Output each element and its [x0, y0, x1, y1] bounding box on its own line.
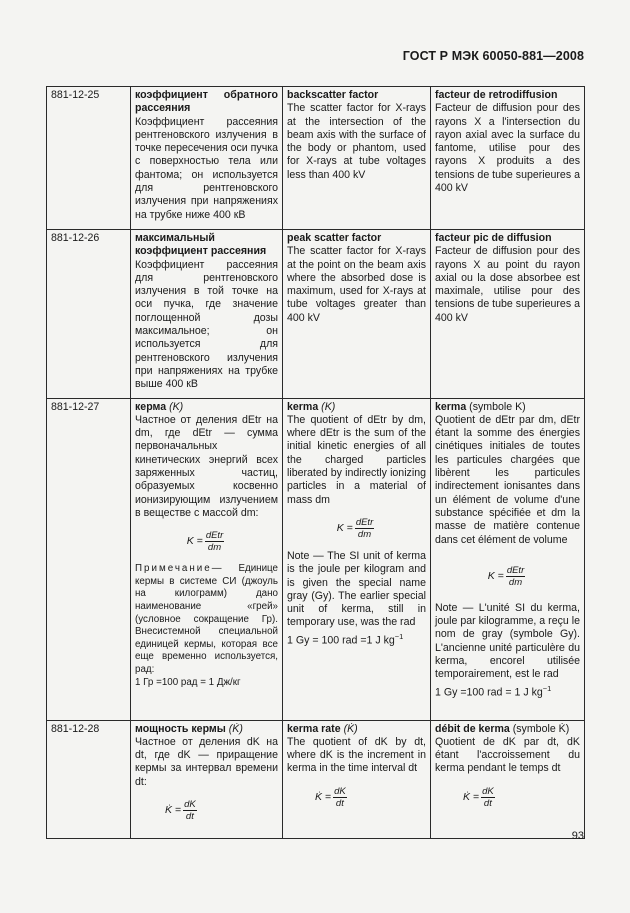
ru-term-line: [135, 723, 278, 736]
formula-fraction: [333, 786, 347, 809]
fr-term: kerma: [435, 400, 467, 413]
en-cell: [283, 230, 431, 399]
ru-term: максимальный коэффициент рассеяния: [135, 232, 267, 258]
ru-definition: Коэффициент рассеяния для рентгеновского излучения в той точке на оси пучка, где значение поглощенной дозы максимальное; он используется для рентгеновского излучения при напряжениях на трубке выше 400 кВ: [135, 258, 278, 391]
en-term: backscatter factor: [287, 89, 379, 101]
fr-note: [435, 602, 580, 700]
fr-definition: Facteur de diffusion pour des rayons X au point du rayon axial ou la dose absorbee est maximale, utilise pour des tensions de tube superieures a 400 kV: [435, 245, 580, 324]
fr-definition: Quotient de dEtr par dm, dEtr étant la somme des énergies cinétiques initiales de toutes les particules chargées que libèrent les particules indirectement ionisantes dans un élément de volume d'une substance spécifiée et dm la masse de matière contenue dans cet élément de volume: [435, 413, 580, 546]
formula-denominator: dm: [508, 576, 523, 588]
table-row: [47, 720, 585, 838]
formula-lhs: K =: [186, 535, 203, 548]
fr-definition: Quotient de dK par dt, dK étant l'accroissement du kerma pendant le temps dt: [435, 735, 580, 775]
fr-cell: [431, 87, 585, 230]
formula-denominator: dt: [335, 797, 344, 809]
formula-denominator: dm: [207, 542, 222, 554]
ru-definition: Частное от деления dEtr на dm, где dEtr — сумма первоначальных кинетических энергий всех заряженных частиц, образуемых косвенно ионизирующим излучением в веществе с массой dm:: [135, 413, 278, 519]
formula-lhs: K =: [487, 569, 504, 582]
fr-term: débit de kerma: [435, 722, 510, 735]
formula-denominator: dt: [185, 811, 194, 823]
en-note-text: Note — The SI unit of kerma is the joule per kilogram and is given the special name gray (Gy). The earlier special unit of kerma, still in temporary use, was the rad: [287, 549, 426, 629]
formula-numerator: dEtr: [205, 530, 224, 542]
formula-fraction: [355, 517, 374, 540]
formula-fraction: [205, 530, 224, 553]
ru-definition: Частное от деления dK на dt, где dK — приращение кермы за интервал времени dt:: [135, 735, 278, 788]
en-symbol: (K): [321, 400, 336, 413]
en-cell: [283, 720, 431, 838]
formula-denominator: dm: [357, 528, 372, 540]
kerma-formula-fr: [435, 565, 580, 588]
fr-cell: [431, 230, 585, 399]
formula-numerator: dK: [482, 785, 494, 797]
formula-fraction: [506, 565, 525, 588]
formula-numerator: dK: [184, 799, 196, 811]
ru-cell: [131, 230, 283, 399]
fr-definition: Facteur de diffusion pour des rayons X a l'intersection du rayon axial avec la surface du fantome, utilise pour des rayons X produits a des tensions de tube superieures a 400 kV: [435, 102, 580, 195]
term-number: 881-12-25: [47, 87, 131, 230]
ru-note-text: — Единице кермы в системе СИ (джоуль на килограмм) дано наименование «грей» (условное сокращение Гр). Внесистемной специальной единицей кермы, которая все еще временно используется, рад:: [135, 563, 278, 675]
formula-numerator: dEtr: [506, 564, 525, 576]
en-term-line: [287, 723, 426, 736]
term-number: 881-12-28: [47, 720, 131, 838]
ru-symbol: (K̇): [228, 722, 243, 735]
kerma-formula-ru: [135, 530, 278, 553]
fr-symbol: (symbole K̇): [512, 722, 570, 735]
formula-fraction: [183, 799, 197, 822]
en-definition: The scatter factor for X-rays at the point on the beam axis where the absorbed dose is maximum, used for X-rays at tube voltages greater than 400 kV: [287, 245, 426, 324]
ru-note-label: Примечание: [135, 563, 212, 575]
terms-table: [46, 86, 585, 839]
formula-numerator: dEtr: [355, 516, 374, 528]
ru-cell: [131, 398, 283, 720]
fr-cell: [431, 720, 585, 838]
en-cell: [283, 87, 431, 230]
kerma-rate-formula-fr: [435, 786, 580, 809]
term-number: 881-12-26: [47, 230, 131, 399]
formula-lhs: K̇ =: [463, 790, 480, 803]
fr-note-equation: 1 Gy =100 rad = 1 J kg: [435, 686, 543, 699]
formula-denominator: dt: [483, 797, 492, 809]
table-row: [47, 230, 585, 399]
ru-note-equation: 1 Гр =100 рад = 1 Дж/кг: [135, 676, 241, 688]
kerma-rate-formula-ru: [135, 799, 278, 822]
ru-symbol: (K): [169, 400, 184, 413]
en-term: peak scatter factor: [287, 232, 382, 244]
formula-lhs: K̇ =: [165, 803, 182, 816]
en-definition: The quotient of dEtr by dm, where dEtr is the sum of the initial kinetic energies of all the charged particles liberated by indirectly ionizing particles in a material of mass dm: [287, 413, 426, 506]
ru-term: мощность кермы: [135, 722, 226, 735]
ru-term: коэффициент обратного рассеяния: [135, 89, 278, 115]
en-definition: The scatter factor for X-rays at the intersection of the beam axis with the surface of the body or phantom, used for X-rays at tube voltages less than 400 kV: [287, 102, 426, 181]
fr-term: facteur de retrodiffusion: [435, 89, 558, 101]
ru-term: керма: [135, 400, 167, 413]
ru-cell: [131, 87, 283, 230]
fr-term-line: [435, 401, 580, 414]
formula-numerator: dK: [334, 785, 346, 797]
formula-fraction: [481, 786, 495, 809]
en-term: kerma: [287, 400, 319, 413]
kerma-formula-en: [287, 517, 426, 540]
page-number: 93: [571, 830, 584, 842]
exponent: −1: [394, 631, 404, 641]
en-cell: [283, 398, 431, 720]
en-note-equation: 1 Gy = 100 rad =1 J kg: [287, 634, 395, 647]
formula-lhs: K̇ =: [315, 790, 332, 803]
ru-cell: [131, 720, 283, 838]
en-definition: The quotient of dK by dt, where dK is the increment in kerma in the time interval dt: [287, 735, 426, 775]
exponent: −1: [542, 683, 552, 693]
fr-term: facteur pic de diffusion: [435, 232, 552, 244]
en-note: [287, 550, 426, 648]
en-term-line: [287, 401, 426, 414]
en-symbol: (K̇): [343, 722, 358, 735]
kerma-rate-formula-en: [287, 786, 426, 809]
fr-cell: [431, 398, 585, 720]
term-number: 881-12-27: [47, 398, 131, 720]
standard-header: ГОСТ Р МЭК 60050-881—2008: [402, 49, 584, 63]
formula-lhs: K =: [336, 521, 353, 534]
fr-term-line: [435, 723, 580, 736]
table-row: [47, 398, 585, 720]
fr-note-text: Note — L'unité SI du kerma, joule par kilogramme, a reçu le nom de gray (symbole Gy). L'ancienne unité particulère du kerma, encorel utilisée temporairement, est le rad: [435, 601, 580, 681]
ru-term-line: [135, 401, 278, 414]
table-row: [47, 87, 585, 230]
fr-symbol: (symbole K): [469, 400, 526, 413]
ru-note: [135, 563, 278, 689]
ru-definition: Коэффициент рассеяния рентгеновского излучения в точке пересечения оси пучка с поверхностью тела или фантома; он используется для рентгеновского излучения при напряжениях на трубке ниже 400 кВ: [135, 115, 278, 221]
en-term: kerma rate: [287, 722, 341, 735]
